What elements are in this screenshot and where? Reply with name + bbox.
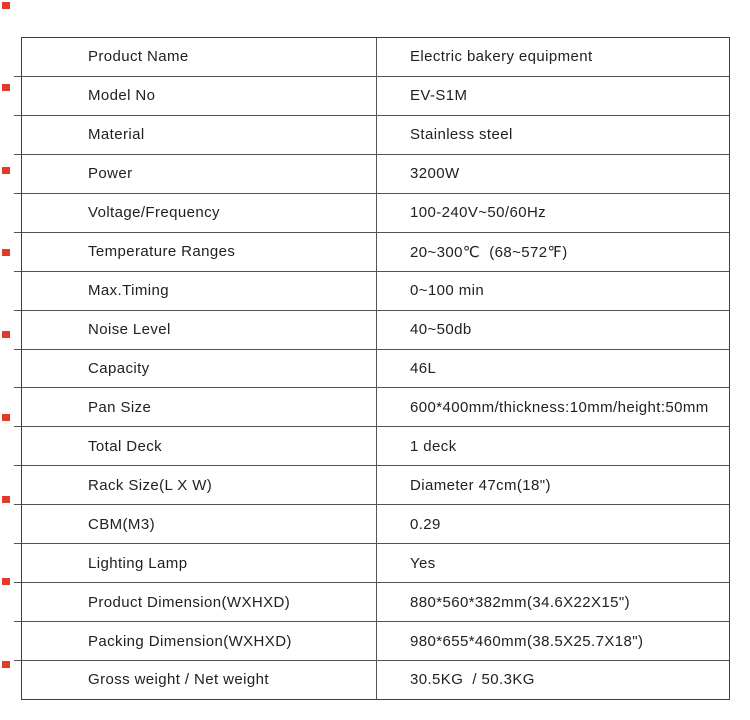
- spec-label: Gross weight / Net weight: [22, 661, 377, 699]
- spec-label: Model No: [22, 77, 377, 115]
- spec-value: 100-240V~50/60Hz: [410, 204, 547, 222]
- spec-label: Voltage/Frequency: [22, 194, 377, 232]
- product-spec-table: [21, 37, 730, 700]
- spec-label: Rack Size(L X W): [22, 466, 377, 504]
- table-row: [22, 194, 729, 233]
- table-row: [22, 155, 729, 194]
- spec-label: Noise Level: [22, 311, 377, 349]
- spec-label: Lighting Lamp: [22, 544, 377, 582]
- table-row: [22, 505, 729, 544]
- table-row: [22, 583, 729, 622]
- spec-value: 40~50db: [410, 321, 472, 339]
- spec-value: 880*560*382mm(34.6X22X15"): [410, 593, 631, 611]
- spec-label: CBM(M3): [22, 505, 377, 543]
- spec-value: Stainless steel: [410, 126, 513, 144]
- red-artifact-mark: [2, 2, 10, 9]
- spec-value: 0~100 min: [410, 282, 485, 300]
- spec-label: Total Deck: [22, 427, 377, 465]
- spec-value: 46L: [410, 359, 437, 377]
- spec-value: 980*655*460mm(38.5X25.7X18"): [410, 632, 644, 650]
- spec-value: Diameter 47cm(18"): [410, 476, 551, 494]
- spec-value: 3200W: [410, 165, 460, 183]
- table-row: [22, 466, 729, 505]
- red-artifact-mark: [2, 249, 10, 256]
- spec-label: Product Dimension(WXHXD): [22, 583, 377, 621]
- table-row: [22, 350, 729, 389]
- spec-value: 600*400mm/thickness:10mm/height:50mm: [410, 398, 709, 416]
- table-row: [22, 427, 729, 466]
- red-artifact-mark: [2, 414, 10, 421]
- left-edge-artifact-marks: [0, 0, 12, 720]
- table-row: [22, 77, 729, 116]
- spec-value: Electric bakery equipment: [410, 48, 593, 66]
- spec-value: 20~300℃ (68~572℉): [410, 243, 568, 261]
- spec-label: Material: [22, 116, 377, 154]
- red-artifact-mark: [2, 496, 10, 503]
- table-row: [22, 388, 729, 427]
- spec-label: Pan Size: [22, 388, 377, 426]
- red-artifact-mark: [2, 331, 10, 338]
- table-row: [22, 661, 729, 699]
- red-artifact-mark: [2, 661, 10, 668]
- table-row: [22, 544, 729, 583]
- spec-value: Yes: [410, 554, 436, 572]
- red-artifact-mark: [2, 84, 10, 91]
- table-row: [22, 272, 729, 311]
- table-row: [22, 233, 729, 272]
- spec-label: Power: [22, 155, 377, 193]
- red-artifact-mark: [2, 578, 10, 585]
- red-artifact-mark: [2, 167, 10, 174]
- spec-value: 1 deck: [410, 437, 457, 455]
- spec-value: 0.29: [410, 515, 441, 533]
- table-row: [22, 38, 729, 77]
- spec-label: Packing Dimension(WXHXD): [22, 622, 377, 660]
- table-row: [22, 622, 729, 661]
- spec-label: Max.Timing: [22, 272, 377, 310]
- spec-label: Product Name: [22, 38, 377, 76]
- spec-label: Temperature Ranges: [22, 233, 377, 271]
- spec-value: 30.5KG / 50.3KG: [410, 671, 535, 689]
- table-row: [22, 116, 729, 155]
- table-row: [22, 311, 729, 350]
- spec-value: EV-S1M: [410, 87, 468, 105]
- spec-label: Capacity: [22, 350, 377, 388]
